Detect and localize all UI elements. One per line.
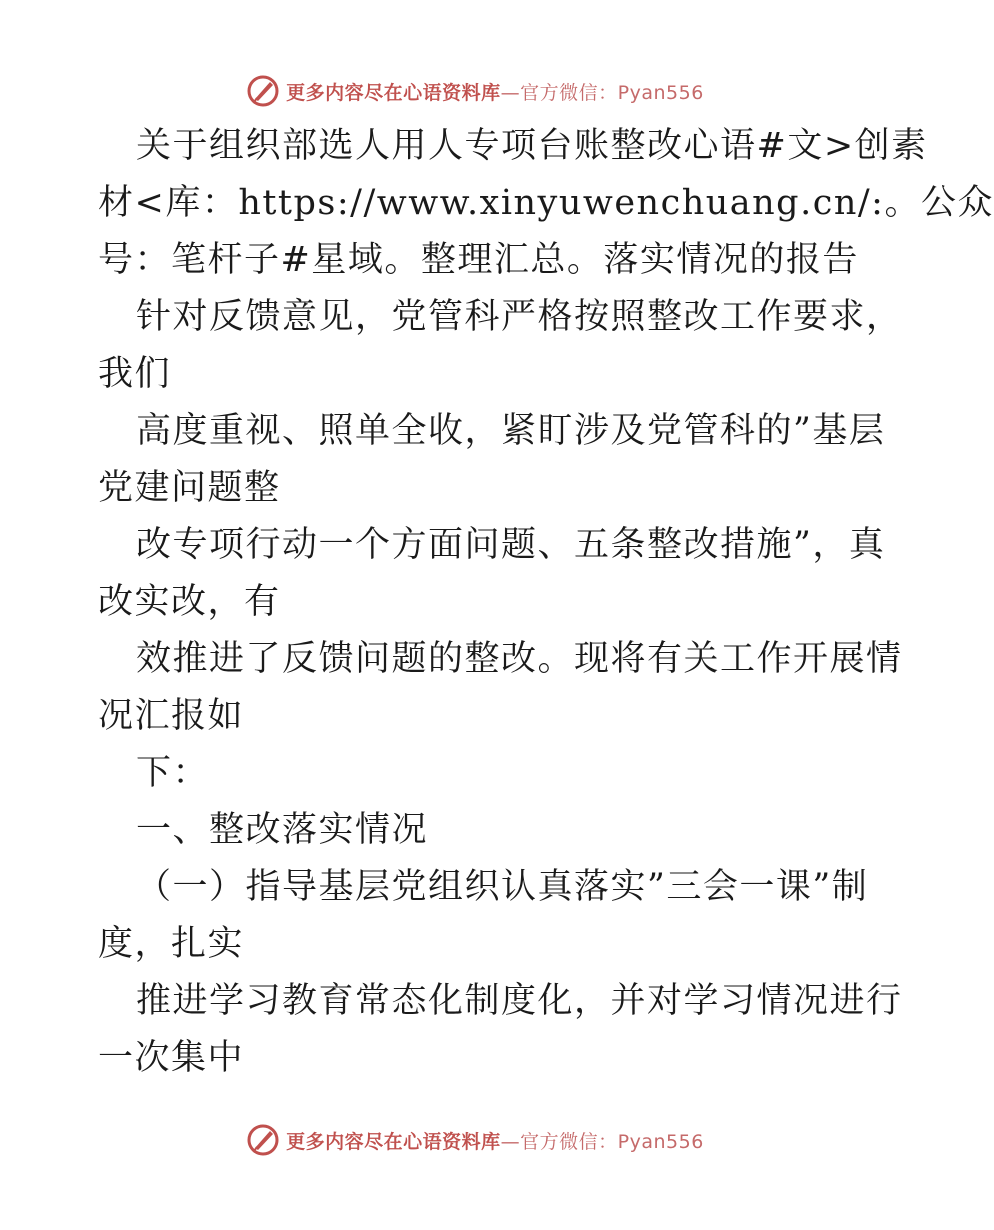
footer-banner-dash: — [500, 1130, 521, 1153]
header-banner-contact: 官方微信：Pyan556 [520, 81, 704, 104]
footer-banner-main: 更多内容尽在心语资料库 [286, 1130, 501, 1153]
text-line: 关于组织部选人用人专项台账整改心语#文>创素 [136, 126, 928, 166]
text-line: 改专项行动一个方面问题、五条整改措施”，真 [136, 525, 886, 565]
header-banner-dash: — [500, 81, 521, 104]
footer-banner [0, 1120, 950, 1160]
text-line: 号：笔杆子#星域。整理汇总。落实情况的报告 [98, 240, 859, 280]
section-heading: 一、整改落实情况 [136, 810, 429, 850]
text-line: 材<库：https://www.xinyuwenchuang.cn/:。公众 [98, 183, 994, 223]
header-banner-text [286, 78, 704, 105]
text-line: 改实改，有 [98, 582, 281, 622]
text-line: 度，扎实 [98, 924, 245, 964]
text-line: 高度重视、照单全收，紧盯涉及党管科的”基层 [136, 411, 886, 451]
text-line: 推进学习教育常态化制度化，并对学习情况进行 [136, 981, 903, 1021]
text-line: 一次集中 [98, 1038, 245, 1078]
text-line: 党建问题整 [98, 468, 281, 508]
header-banner-main: 更多内容尽在心语资料库 [286, 81, 501, 104]
quill-seal-logo-icon [246, 1123, 280, 1157]
text-line: 效推进了反馈问题的整改。现将有关工作开展情 [136, 639, 903, 679]
text-line: 下： [136, 753, 210, 793]
document-body [98, 118, 994, 1087]
text-line: 针对反馈意见，党管科严格按照整改工作要求， [136, 297, 903, 337]
text-line: 我们 [98, 354, 172, 394]
quill-seal-logo-icon [246, 74, 280, 108]
footer-banner-contact: 官方微信：Pyan556 [520, 1130, 704, 1153]
footer-banner-text [286, 1127, 704, 1154]
text-line: （一）指导基层党组织认真落实”三会一课”制 [136, 867, 869, 907]
text-line: 况汇报如 [98, 696, 245, 736]
header-banner [0, 71, 950, 111]
